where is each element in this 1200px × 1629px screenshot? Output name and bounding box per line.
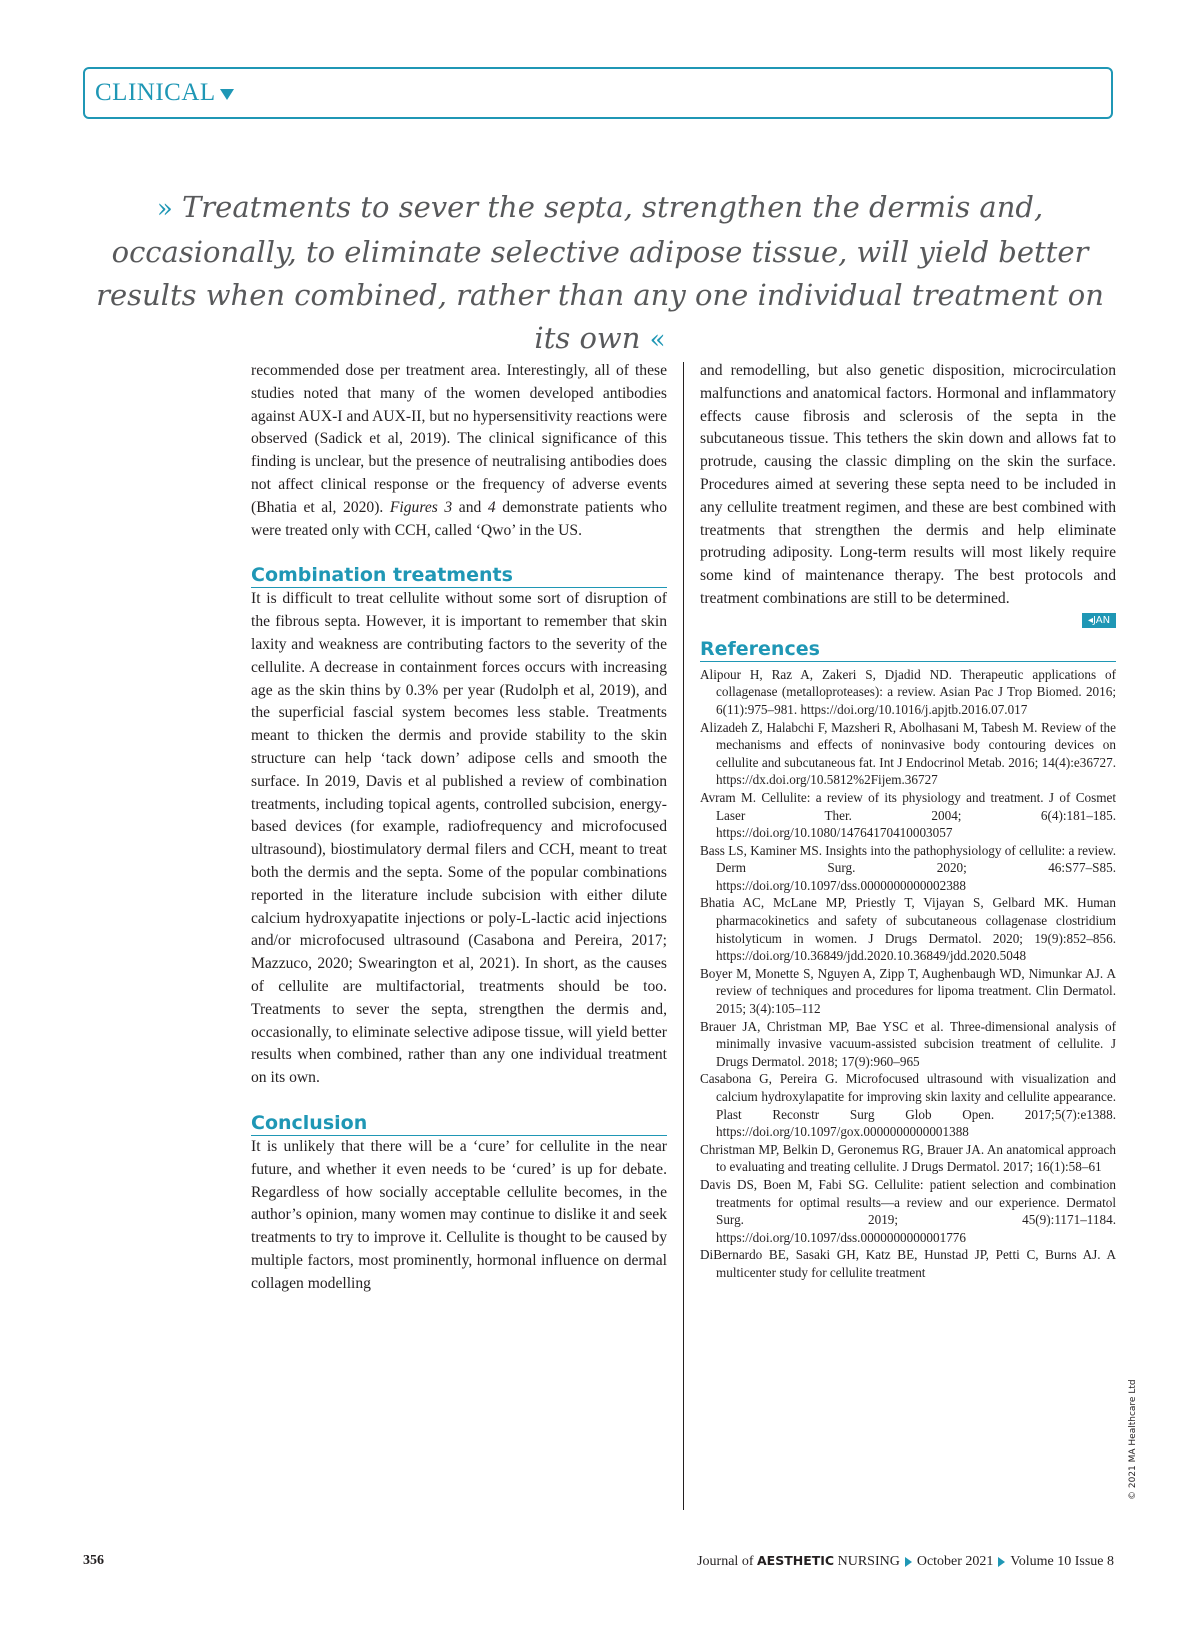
reference-item: Bhatia AC, McLane MP, Priestly T, Vijayan S, Gelbard MK. Human pharmacokinetics and safety of subcutaneous collagenase clostridium histolyticum in women. J Drugs Dermatol. 2020; 19(9):852–856. https://doi.org/10.36849/jdd.2020.10.36849/jdd.2020.5048 bbox=[700, 895, 1116, 964]
reference-item: Bass LS, Kaminer MS. Insights into the pathophysiology of cellulite: a review. Derm Surg. 2020; 46:S77–S85. https://doi.org/10.1097/dss.0000000000002388 bbox=[700, 842, 1116, 893]
triangle-down-icon bbox=[220, 89, 234, 100]
figure-3-ref: Figures 3 bbox=[389, 498, 453, 516]
continuation-paragraph: and remodelling, but also genetic disposition, microcirculation malfunctions and anatomical factors. Hormonal and inflammatory effects cause fibrosis and sclerosis of the septa in the subcutaneous tissue. This tethers the skin down and allows fat to protrude, causing the classic dimpling on the skin the surface. Procedures aimed at severing these septa need to be included in any cellulite treatment regimen, and these are best combined with treatments that strengthen the dermis and help eliminate protruding adiposity. Long-term results will most likely require some kind of maintenance therapy. The best protocols and treatment combinations are still to be determined. bbox=[700, 362, 1116, 607]
reference-item: Christman MP, Belkin D, Geronemus RG, Brauer JA. An anatomical approach to evaluating and treating cellulite. J Drugs Dermatol. 2017; 16(1):58–61 bbox=[700, 1141, 1116, 1175]
triangle-right-icon bbox=[905, 1557, 912, 1567]
intro-text-a: recommended dose per treatment area. Interestingly, all of these studies noted that many of the women developed antibodies against AUX-I and AUX-II, but no hypersensitivity reactions were observed (Sadick et al, 2019). The clinical significance of this finding is unclear, but the presence of neutralising antibodies does not affect clinical response or the frequency of adverse events (Bhatia et al, 2020). bbox=[251, 362, 667, 516]
reference-item: DiBernardo BE, Sasaki GH, Katz BE, Hunstad JP, Petti C, Burns AJ. A multicenter study for cellulite treatment bbox=[700, 1247, 1116, 1280]
journal-prefix: Journal of bbox=[697, 1554, 757, 1569]
right-column bbox=[700, 360, 1116, 1282]
end-of-article-icon: ◂JAN bbox=[1082, 613, 1116, 628]
volume-issue: Volume 10 Issue 8 bbox=[1010, 1554, 1114, 1569]
section-label bbox=[95, 79, 234, 107]
reference-item: Davis DS, Boen M, Fabi SG. Cellulite: patient selection and combination treatments for optimal results—a review and our experience. Dermatol Surg. 2019; 45(9):1171–1184. https://doi.org/10.1097/dss.0000000000001776 bbox=[700, 1176, 1116, 1245]
intro-text-b: demonstrate patients who were treated only with CCH, called ‘Qwo’ in the US. bbox=[251, 498, 667, 539]
figure-4-ref: 4 bbox=[487, 498, 496, 516]
combination-paragraph: It is difficult to treat cellulite without some sort of disruption of the fibrous septa. However, it is important to remember that skin laxity and weakness are contributing factors to the severity of the cellulite. A decrease in containment forces occurs with increasing age as the skin thins by 0.3% per year (Rudolph et al, 2019), and the superficial fascial system becomes less stable. Treatments meant to thicken the dermis and provide stability to the skin structure can help ‘tack down’ adipose cells and smooth the surface. In 2019, Davis et al published a review of combination treatments, including topical agents, controlled subcision, energy-based devices (for example, radiofrequency and microfocused ultrasound), biostimulatory dermal filers and CCH, meant to treat both the dermis and the septa. Some of the popular combinations reported in the literature include subcision with either dilute calcium hydroxyapatite injections or poly-L-lactic acid injections and/or microfocused ultrasound (Casabona and Pereira, 2017; Mazzuco, 2020; Swearington et al, 2021). In short, as the causes of cellulite are multifactorial, treatments should be too. Treatments to sever the septa, strengthen the dermis and, occasionally, to eliminate selective adipose tissue, will yield better results when combined, rather than any one individual treatment on its own. bbox=[251, 590, 667, 1087]
reference-item: Boyer M, Monette S, Nguyen A, Zipp T, Aughenbaugh WD, Nimunkar AJ. A review of techniques and procedures for lipoma treatment. Clin Dermatol. 2015; 3(4):105–112 bbox=[700, 965, 1116, 1017]
copyright-notice: © 2021 MA Healthcare Ltd bbox=[1128, 1379, 1138, 1500]
column-divider bbox=[683, 362, 684, 1510]
pull-quote-text: Treatments to sever the septa, strengthen the dermis and, occasionally, to eliminate selective adipose tissue, will yield better results when combined, rather than any one individual treatment on its own bbox=[96, 190, 1104, 355]
quote-open-mark: » bbox=[156, 194, 173, 224]
combination-heading: Combination treatments bbox=[251, 564, 667, 588]
left-column bbox=[251, 360, 667, 1295]
references-list bbox=[700, 666, 1116, 1282]
conclusion-heading: Conclusion bbox=[251, 1112, 667, 1136]
journal-brand: AESTHETIC bbox=[757, 1553, 835, 1568]
reference-item: Avram M. Cellulite: a review of its physiology and treatment. J of Cosmet Laser Ther. 2004; 6(4):181–185. https://doi.org/10.1080/14764170410003057 bbox=[700, 789, 1116, 841]
section-label-text: CLINICAL bbox=[95, 79, 216, 106]
triangle-right-icon bbox=[998, 1557, 1005, 1567]
reference-item: Casabona G, Pereira G. Microfocused ultrasound with visualization and calcium hydroxylapatite for improving skin laxity and cellulite appearance. Plast Reconstr Surg Glob Open. 2017;5(7):e1388. https://doi.org/10.1097/gox.0000000000001388 bbox=[700, 1071, 1116, 1140]
issue-date: October 2021 bbox=[916, 1554, 994, 1569]
reference-item: Alipour H, Raz A, Zakeri S, Djadid ND. Therapeutic applications of collagenase (metalloproteases): a review. Asian Pac J Trop Biomed. 2016; 6(11):975–981. https://doi.org/10.1016/j.apjtb.2016.07.017 bbox=[700, 666, 1116, 717]
section-header-box bbox=[83, 67, 1113, 119]
pull-quote bbox=[90, 186, 1110, 362]
intro-and: and bbox=[452, 498, 488, 516]
conclusion-paragraph: It is unlikely that there will be a ‘cure’ for cellulite in the near future, and whether it even needs to be ‘cured’ is up for debate. Regardless of how socially acceptable cellulite becomes, in the author’s opinion, many women may continue to dislike it and seek treatments to try to improve it. Cellulite is thought to be caused by multiple factors, most prominently, hormonal influence on dermal collagen modelling bbox=[251, 1137, 667, 1292]
reference-item: Alizadeh Z, Halabchi F, Mazsheri R, Abolhasani M, Tabesh M. Review of the mechanisms and effects of noninvasive body contouring devices on cellulite and subcutaneous fat. Int J Endocrinol Metab. 2016; 14(4):e36727. https://dx.doi.org/10.5812%2Fijem.36727 bbox=[700, 719, 1116, 788]
journal-suffix: NURSING bbox=[834, 1554, 900, 1569]
page-number: 356 bbox=[83, 1553, 104, 1568]
reference-item: Brauer JA, Christman MP, Bae YSC et al. Three-dimensional analysis of minimally invasive vacuum-assisted subcision treatment of cellulite. J Drugs Dermatol. 2018; 17(9):960–965 bbox=[700, 1018, 1116, 1069]
journal-footer bbox=[697, 1553, 1114, 1570]
references-heading: References bbox=[700, 638, 1116, 662]
quote-close-mark: « bbox=[649, 325, 666, 355]
intro-paragraph bbox=[251, 360, 667, 542]
